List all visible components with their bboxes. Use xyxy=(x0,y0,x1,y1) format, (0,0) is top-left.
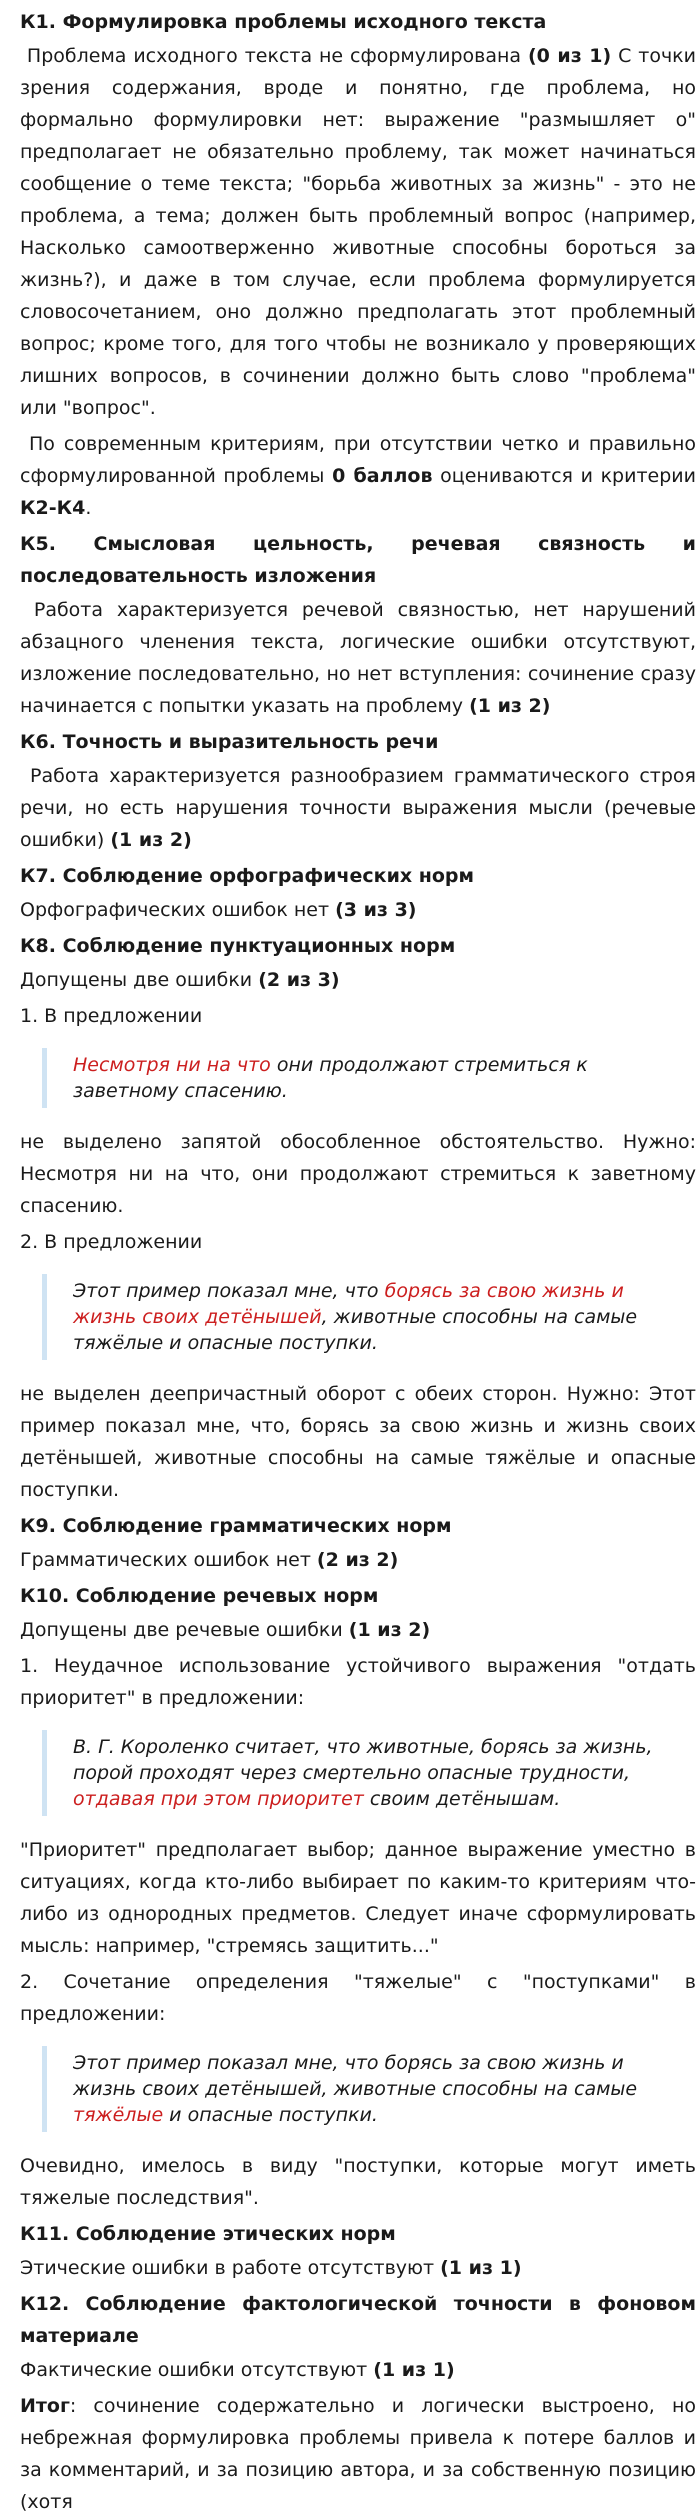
k1-score: (0 из 1) xyxy=(528,45,612,67)
k8-item1-comment: не выделено запятой обособленное обстоятельство. Нужно: Несмотря ни на что, они продолжают стремиться к заветному спасению. xyxy=(20,1131,696,1217)
k12-score: (1 из 1) xyxy=(373,2359,455,2381)
k10-item2-error-fragment: тяжёлые xyxy=(73,2104,164,2126)
k5-heading: К5. Смысловая цельность, речевая связность и последовательность изложения xyxy=(20,533,696,587)
k9-score: (2 из 2) xyxy=(316,1549,399,1571)
k10-item1-error-fragment: отдавая при этом приоритет xyxy=(73,1788,364,1810)
k8-score: (2 из 3) xyxy=(258,969,340,991)
summary-paragraph xyxy=(20,2390,696,2518)
k1-text-b: С точки зрения содержания, вроде и понятно, где проблема, но формально формулировки нет: выражение "размышляет о" предполагает не обязательно проблему, так может начинаться сообщение о теме текста; "борьба животных за жизнь" - это не проблема, а тема; должен быть проблемный вопрос (например, Насколько самоотверженно животные способны бороться за жизнь?), и даже в том случае, если проблема формулируется словосочетанием, оно должно предполагать этот проблемный вопрос; кроме того, для того чтобы не возникало у проверяющих лишних вопросов, в сочинении должно быть слово "проблема" или "вопрос". xyxy=(20,45,696,419)
k10-item1-quote-b: своим детёнышам. xyxy=(363,1788,561,1810)
k8-item2-quote-b: , животные способны на самые тяжёлые и опасные поступки. xyxy=(73,1306,638,1354)
k8-item2-label: 2. В предложении xyxy=(20,1231,203,1253)
k12-text: Фактические ошибки отсутствуют xyxy=(20,2359,374,2381)
k7-score: (3 из 3) xyxy=(335,899,417,921)
k7-text: Орфографических ошибок нет xyxy=(20,899,336,921)
k8-item1-quote xyxy=(42,1048,696,1108)
k6-paragraph xyxy=(20,760,696,856)
k10-heading: К10. Соблюдение речевых норм xyxy=(20,1585,379,1607)
k11-text: Этические ошибки в работе отсутствуют xyxy=(20,2257,441,2279)
k11-heading: К11. Соблюдение этических норм xyxy=(20,2223,396,2245)
k12-heading: К12. Соблюдение фактологической точности в фоновом материале xyxy=(20,2293,696,2347)
k1-criteria-paragraph xyxy=(20,428,696,524)
k7-paragraph xyxy=(20,894,696,926)
k10-score: (1 из 2) xyxy=(348,1619,431,1641)
k1-criteria-text-a: По современным критериям, при отсутствии четко и правильно сформулированной проблемы xyxy=(20,433,696,487)
k11-score: (1 из 1) xyxy=(440,2257,522,2279)
k9-paragraph xyxy=(20,1544,696,1576)
k1-criteria-text-c: . xyxy=(85,497,92,519)
k10-item1-comment: "Приоритет" предполагает выбор; данное выражение уместно в ситуациях, когда кто-либо выбирает по каким-то критериям что-либо из однородных предметов. Следует иначе сформулировать мысль: например, "стремясь защитить..." xyxy=(20,1839,696,1957)
k1-criteria-range: К2-К4 xyxy=(20,497,86,519)
k8-item1-quote-rest: они продолжают стремиться к заветному спасению. xyxy=(73,1054,588,1102)
k5-paragraph xyxy=(20,594,696,722)
k6-text: Работа характеризуется разнообразием грамматического строя речи, но есть нарушения точности выражения мысли (речевые ошибки) xyxy=(20,765,696,851)
k1-text-a: Проблема исходного текста не сформулирована xyxy=(26,45,528,67)
k6-heading: К6. Точность и выразительность речи xyxy=(20,731,439,753)
k9-text: Грамматических ошибок нет xyxy=(20,1549,317,1571)
k9-heading: К9. Соблюдение грамматических норм xyxy=(20,1515,452,1537)
k10-item1-quote-a: В. Г. Короленко считает, что животные, борясь за жизнь, порой проходят через смертельно опасные трудности, xyxy=(73,1736,653,1784)
k8-text: Допущены две ошибки xyxy=(20,969,259,991)
k8-paragraph xyxy=(20,964,696,996)
k8-item2-comment: не выделен деепричастный оборот с обеих сторон. Нужно: Этот пример показал мне, что, борясь за свою жизнь и жизнь своих детёнышей, животные способны на самые тяжёлые и опасные поступки. xyxy=(20,1383,696,1501)
k11-paragraph xyxy=(20,2252,696,2284)
summary-text: : сочинение содержательно и логически выстроено, но небрежная формулировка проблемы привела к потере баллов и за комментарий, и за позицию автора, и за собственную позицию (хотя xyxy=(20,2395,696,2513)
summary-label: Итог xyxy=(20,2395,70,2417)
k8-item1-label: 1. В предложении xyxy=(20,1005,203,1027)
k8-heading: К8. Соблюдение пунктуационных норм xyxy=(20,935,456,957)
k10-item1-quote xyxy=(42,1730,696,1816)
k8-item2-quote-a: Этот пример показал мне, что xyxy=(73,1280,385,1302)
k8-item2-error-fragment: борясь за свою жизнь и жизнь своих детёнышей xyxy=(73,1280,624,1328)
k12-paragraph xyxy=(20,2354,696,2386)
k10-paragraph xyxy=(20,1614,696,1646)
k10-item2-comment: Очевидно, имелось в виду "поступки, которые могут иметь тяжелые последствия". xyxy=(20,2155,696,2209)
k7-heading: К7. Соблюдение орфографических норм xyxy=(20,865,475,887)
k1-zero-points: 0 баллов xyxy=(332,465,433,487)
k8-item1-error-fragment: Несмотря ни на что xyxy=(73,1054,271,1076)
k10-item1-label: 1. Неудачное использование устойчивого выражения "отдать приоритет" в предложении: xyxy=(20,1655,696,1709)
k6-score: (1 из 2) xyxy=(110,829,192,851)
k10-text: Допущены две речевые ошибки xyxy=(20,1619,349,1641)
k1-paragraph xyxy=(20,40,696,424)
k5-score: (1 из 2) xyxy=(469,695,551,717)
k10-item2-quote-b: и опасные поступки. xyxy=(163,2104,378,2126)
k8-item2-quote xyxy=(42,1274,696,1360)
k10-item2-label: 2. Сочетание определения "тяжелые" с "поступками" в предложении: xyxy=(20,1971,696,2025)
k10-item2-quote-a: Этот пример показал мне, что борясь за свою жизнь и жизнь своих детёнышей, животные способны на самые xyxy=(73,2052,638,2100)
k10-item2-quote xyxy=(42,2046,696,2132)
k5-text: Работа характеризуется речевой связностью, нет нарушений абзацного членения текста, логические ошибки отсутствуют, изложение последовательно, но нет вступления: сочинение сразу начинается с попытки указать на проблему xyxy=(20,599,696,717)
k1-criteria-text-b: оцениваются и критерии xyxy=(432,465,696,487)
k1-heading: К1. Формулировка проблемы исходного текста xyxy=(20,11,547,33)
